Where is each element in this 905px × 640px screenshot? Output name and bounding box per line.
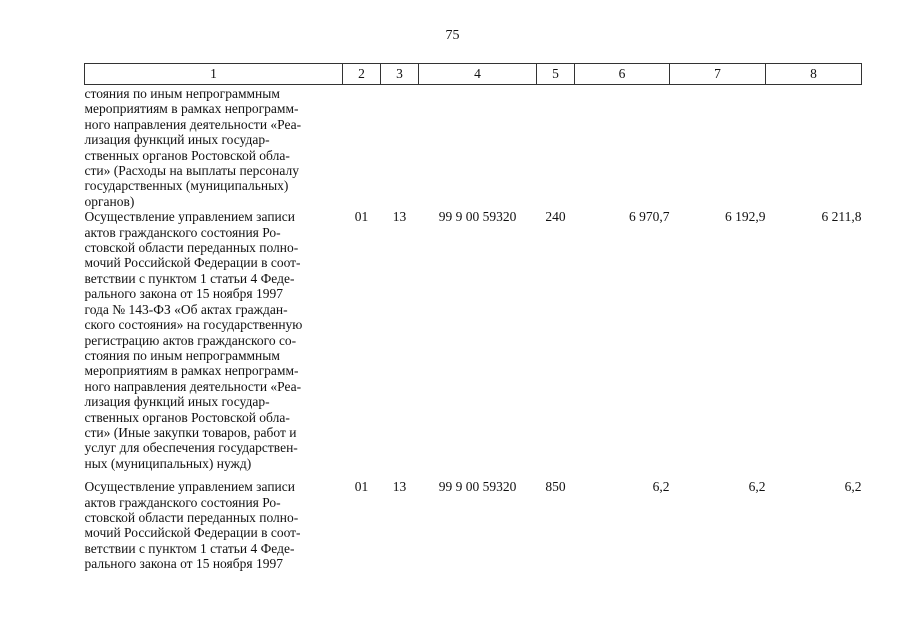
row-description: Осуществление управлением записи актов гражданского состояния Ро- стовской области переданных полно- мочий Российской Федерации в соот- ветствии с пунктом 1 статьи 4 Феде- рального закона от 15 ноября 1997 <box>84 479 301 572</box>
cell-expense-type: 240 <box>545 209 566 225</box>
cell-amount-year3: 6,2 <box>844 479 862 495</box>
column-header-5: 5 <box>537 64 575 85</box>
cell-section: 01 <box>354 209 369 225</box>
cell-subsection <box>381 85 419 210</box>
column-header-8: 8 <box>766 64 862 85</box>
row-description: стояния по иным непрограммным мероприятиям в рамках непрограмм- ного направления деятельности «Реа- лизация функций иных государ- ственных органов Ростовской обла- сти» (Расходы на выплаты персоналу государственных (муниципальных) органов) <box>84 86 302 209</box>
cell-target-article <box>419 85 537 210</box>
cell-section <box>343 85 381 210</box>
cell-expense-type: 850 <box>545 479 566 495</box>
cell-amount-year1: 6,2 <box>652 479 670 495</box>
column-header-7: 7 <box>670 64 766 85</box>
column-header-2: 2 <box>343 64 381 85</box>
cell-amount-year2: 6,2 <box>748 479 766 495</box>
cell-target-article: 99 9 00 59320 <box>438 209 517 225</box>
table-row <box>85 209 862 479</box>
column-header-6: 6 <box>575 64 670 85</box>
cell-amount-year1: 6 970,7 <box>629 209 670 225</box>
cell-subsection: 13 <box>392 209 407 225</box>
cell-amount-year1 <box>575 85 670 210</box>
cell-amount-year3: 6 211,8 <box>821 209 862 225</box>
budget-table <box>84 63 862 572</box>
page-number: 75 <box>445 28 460 43</box>
cell-expense-type <box>537 85 575 210</box>
cell-amount-year2 <box>670 85 766 210</box>
cell-target-article: 99 9 00 59320 <box>438 479 517 495</box>
cell-subsection: 13 <box>392 479 407 495</box>
column-header-4: 4 <box>419 64 537 85</box>
column-header-3: 3 <box>381 64 419 85</box>
column-header-1: 1 <box>85 64 343 85</box>
header-row <box>85 64 862 85</box>
cell-amount-year3 <box>766 85 862 210</box>
table-row <box>85 479 862 571</box>
cell-section: 01 <box>354 479 369 495</box>
row-description: Осуществление управлением записи актов гражданского состояния Ро- стовской области переданных полно- мочий Российской Федерации в соот- ветствии с пунктом 1 статьи 4 Феде- рального закона от 15 ноября 1997 года № 143-ФЗ «Об актах граждан- ского состояния» на государственную регистрацию актов гражданского со- стояния по иным непрограммным мероприятиям в рамках непрограмм- ного направления деятельности «Реа- лизация функций иных государ- ственных органов Ростовской обла- сти» (Иные закупки товаров, работ и услуг для обеспечения государствен- ных (муниципальных) нужд) <box>84 209 303 471</box>
cell-amount-year2: 6 192,9 <box>725 209 766 225</box>
table-row <box>85 85 862 210</box>
